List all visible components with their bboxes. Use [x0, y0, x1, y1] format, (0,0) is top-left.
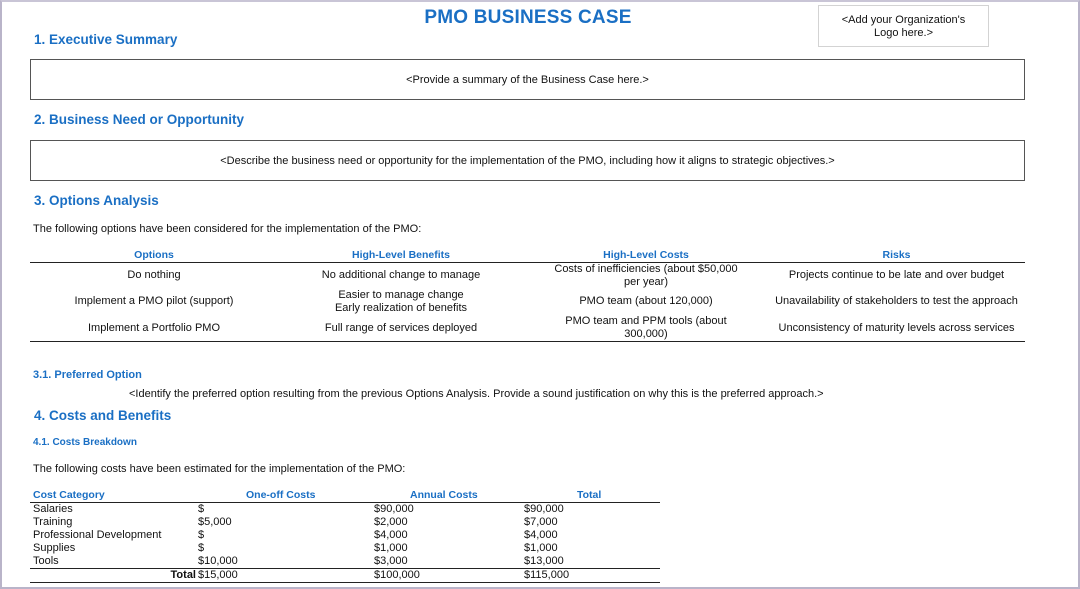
costs-cell [524, 315, 768, 342]
table-row [30, 529, 660, 542]
options-intro: The following options have been considered for the implementation of the PMO: [33, 223, 422, 235]
benefits-cell: No additional change to manage [321, 269, 481, 281]
one-off-cell: $ [198, 502, 205, 515]
option-cell: Do nothing [127, 269, 181, 281]
annual-cell: $1,000 [374, 541, 408, 554]
heading-costs-breakdown: 4.1. Costs Breakdown [33, 437, 137, 448]
col-options: Options [30, 249, 278, 262]
logo-placeholder-line2: Logo here.> [873, 27, 934, 39]
executive-summary-placeholder: <Provide a summary of the Business Case here.> [406, 73, 649, 86]
costs-header-row [30, 489, 660, 502]
one-off-cell: $10,000 [198, 554, 238, 567]
total-cell: $1,000 [524, 541, 558, 554]
col-risks: Risks [768, 249, 1025, 262]
heading-business-need: 2. Business Need or Opportunity [34, 112, 245, 127]
logo-placeholder-line1: <Add your Organization's [841, 14, 966, 26]
col-annual: Annual Costs [374, 489, 524, 502]
category-cell: Professional Development [33, 528, 162, 541]
executive-summary-box[interactable] [30, 59, 1025, 100]
col-costs: High-Level Costs [524, 249, 768, 262]
one-off-cell: $ [198, 541, 205, 554]
business-need-placeholder: <Describe the business need or opportunity for the implementation of the PMO, including how it aligns to strategic objectives.> [220, 154, 835, 167]
costs-table [30, 489, 660, 583]
one-off-cell: $5,000 [198, 515, 232, 528]
total-label: Total [30, 568, 198, 582]
risks-cell: Unavailability of stakeholders to test the approach [775, 295, 1018, 308]
options-header-row [30, 249, 1025, 262]
category-cell: Supplies [33, 541, 76, 554]
annual-cell: $90,000 [374, 502, 414, 515]
document-title: PMO BUSINESS CASE [424, 7, 632, 28]
heading-options-analysis: 3. Options Analysis [34, 193, 159, 208]
total-total: $115,000 [524, 568, 660, 582]
option-cell: Implement a PMO pilot (support) [74, 295, 234, 308]
annual-cell: $2,000 [374, 515, 408, 528]
table-row [30, 262, 1025, 289]
preferred-option-placeholder[interactable]: <Identify the preferred option resulting from the previous Options Analysis. Provide a sound justification on why this is the preferred approach.> [129, 388, 824, 400]
table-row [30, 555, 660, 569]
total-cell: $13,000 [524, 554, 564, 567]
total-row [30, 568, 660, 582]
one-off-cell: $ [198, 528, 205, 541]
category-cell: Training [33, 515, 73, 528]
table-row [30, 315, 1025, 342]
options-table [30, 249, 1025, 342]
costs-cell [524, 262, 768, 289]
benefits-line2: Early realization of benefits [334, 301, 468, 314]
business-need-box[interactable] [30, 140, 1025, 181]
risks-cell: Projects continue to be late and over budget [788, 269, 1005, 281]
table-row [30, 542, 660, 555]
table-row [30, 289, 1025, 316]
col-total: Total [524, 489, 660, 502]
category-cell: Tools [33, 554, 59, 567]
total-cell: $90,000 [524, 502, 564, 515]
total-cell: $4,000 [524, 528, 558, 541]
annual-cell: $3,000 [374, 554, 408, 567]
table-row [30, 502, 660, 516]
col-one-off: One-off Costs [198, 489, 374, 502]
costs-cell: PMO team (about 120,000) [579, 295, 713, 308]
col-cost-category: Cost Category [30, 489, 198, 502]
benefits-line1: Easier to manage change [338, 288, 464, 301]
costs-line2: 300,000) [624, 328, 668, 340]
heading-executive-summary: 1. Executive Summary [34, 32, 178, 47]
total-one-off: $15,000 [198, 568, 374, 582]
costs-line1: Costs of inefficiencies (about $50,000 [554, 262, 738, 275]
heading-costs-benefits: 4. Costs and Benefits [34, 408, 172, 423]
logo-placeholder[interactable] [818, 5, 989, 47]
costs-intro: The following costs have been estimated for the implementation of the PMO: [33, 463, 406, 475]
benefits-cell: Full range of services deployed [278, 315, 524, 342]
category-cell: Salaries [33, 502, 73, 515]
heading-preferred-option: 3.1. Preferred Option [33, 369, 142, 381]
benefits-cell [278, 289, 524, 316]
option-cell: Implement a Portfolio PMO [30, 315, 278, 342]
annual-cell: $4,000 [374, 528, 408, 541]
costs-line2: per year) [623, 275, 669, 288]
costs-line1: PMO team and PPM tools (about [565, 315, 727, 327]
total-annual: $100,000 [374, 568, 524, 582]
table-row [30, 516, 660, 529]
col-benefits: High-Level Benefits [278, 249, 524, 262]
total-cell: $7,000 [524, 515, 558, 528]
risks-cell: Unconsistency of maturity levels across services [768, 315, 1025, 342]
